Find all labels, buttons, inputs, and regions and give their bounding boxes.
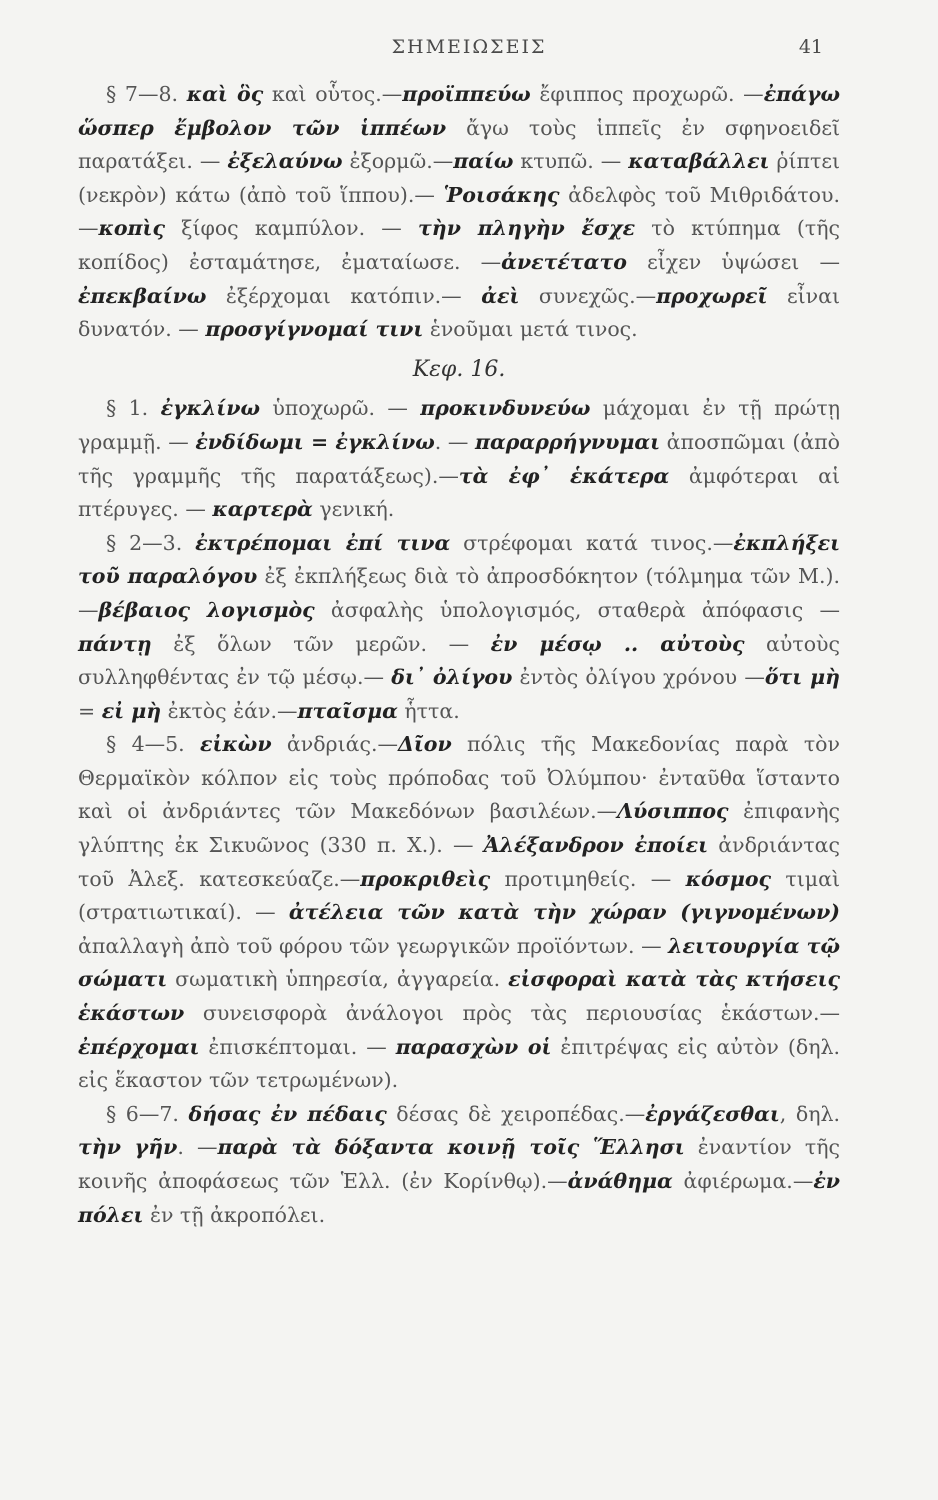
gloss-text: § 4—5.: [106, 732, 201, 757]
page-header: [0, 36, 938, 66]
gloss-text: § 1.: [106, 396, 161, 421]
gloss-text: ἐπιτρέψας εἰς αὐτὸν (δηλ. εἰς ἕκαστον τῶν τετρωμένων).: [78, 1034, 840, 1093]
lemma: εἰσφοραὶ κατὰ τὰς κτήσεις ἑκάστων: [78, 967, 840, 1026]
note-paragraph: [78, 1098, 840, 1232]
lemma: προσγίγνομαί τινι: [205, 317, 424, 342]
gloss-text: ἐπισκέπτομαι. —: [199, 1034, 396, 1059]
lemma: ἀνετέτατο: [501, 249, 627, 274]
gloss-text: δέσας δὲ χειροπέδας.—: [386, 1101, 646, 1126]
chapter-heading: Κεφ. 16.: [412, 356, 506, 382]
lemma: ἐν πόλει: [78, 1169, 841, 1227]
lemma: τὴν πληγὴν ἔσχε: [418, 216, 636, 241]
gloss-text: ἀποσπῶμαι (ἀπὸ τῆς γραμμῆς τῆς παρατάξεως).—: [78, 429, 840, 488]
lemma: εἰκὼν: [200, 732, 272, 757]
gloss-text: ἀνδριάντας τοῦ Ἀλεξ. κατεσκεύαζε.—: [78, 833, 840, 891]
gloss-text: ξίφος καμπύλον. —: [164, 216, 419, 241]
gloss-text: συνεχῶς.—: [519, 283, 657, 308]
gloss-text: ἧττα.: [397, 698, 460, 723]
gloss-text: ἀφιέρωμα.—: [672, 1169, 814, 1193]
lemma: Ῥοισάκης: [443, 182, 560, 207]
lemma: προϊππεύω: [402, 82, 531, 106]
lemma: καταβάλλει: [628, 149, 770, 174]
gloss-text: σωματικὴ ὑπηρεσία, ἀγγαρεία.: [167, 967, 509, 992]
gloss-text: § 7—8.: [106, 82, 187, 106]
gloss-text: ἀνδριάς.—: [271, 732, 398, 757]
gloss-text: § 6—7.: [106, 1101, 189, 1126]
lemma: παρὰ τὰ δόξαντα κοινῇ τοῖς Ἕλλησι: [217, 1135, 685, 1160]
note-paragraph: [78, 78, 840, 347]
lemma: ἐνδίδωμι = ἐγκλίνω: [195, 429, 435, 454]
gloss-text: στρέφομαι κατά τινος.—: [450, 530, 734, 555]
gloss-text: ἀδελφὸς τοῦ Μιθριδάτου. —: [78, 182, 840, 241]
lemma: ἐπέρχομαι: [78, 1034, 200, 1059]
lemma: ἀεὶ: [481, 283, 520, 308]
gloss-text: ἐν τῇ ἀκροπόλει.: [143, 1202, 326, 1227]
lemma: δι᾽ ὀλίγου: [391, 665, 513, 690]
lemma: ἐξελαύνω: [227, 149, 343, 174]
lemma: παραρρήγνυμαι: [475, 429, 661, 454]
gloss-text: ἀμφότεραι αἱ πτέρυγες. —: [78, 463, 840, 522]
gloss-text: προτιμηθείς. —: [490, 866, 686, 891]
gloss-text: ἐξ ὅλων τῶν μερῶν. —: [151, 631, 491, 656]
gloss-text: γενική.: [312, 497, 395, 522]
gloss-text: αὐτοὺς συλληφθέντας ἐν τῷ μέσῳ.—: [78, 631, 840, 690]
lemma: πταῖσμα: [297, 698, 398, 723]
lemma: προχωρεῖ: [656, 283, 768, 308]
gloss-text: ἐπιφανὴς γλύπτης ἐκ Σικυῶνος (330 π. Χ.). —: [78, 799, 841, 858]
gloss-text: τὸ κτύπημα (τῆς κοπίδος) ἐσταμάτησε, ἐματαίωσε. —: [78, 216, 840, 274]
gloss-text: ἀσφαλὴς ὑπολογισμός, σταθερὰ ἀπόφασις —: [314, 597, 840, 622]
lemma: Δῖον: [397, 732, 452, 757]
lemma: δήσας ἐν πέδαις: [188, 1101, 387, 1126]
gloss-text: ἄγω τοὺς ἱππεῖς ἐν σφηνοειδεῖ παρατάξει. —: [78, 115, 840, 174]
gloss-text: ἐντὸς ὀλίγου χρόνου —: [512, 665, 765, 690]
lemma: πάντῃ: [78, 631, 152, 656]
gloss-text: ῥίπτει (νεκρὸν) κάτω (ἀπὸ τοῦ ἵππου).—: [78, 149, 840, 207]
gloss-text: , δηλ.: [779, 1101, 840, 1126]
gloss-text: ἑνοῦμαι μετά τινος.: [423, 317, 638, 342]
lemma: τὰ ἐφ᾽ ἑκάτερα: [458, 463, 670, 488]
lemma: ἐργάζεσθαι: [645, 1101, 780, 1126]
lemma: κόσμος: [685, 866, 771, 891]
note-paragraph: [78, 728, 840, 1098]
note-paragraph: [78, 527, 840, 729]
gloss-text: ἐξέρχομαι κατόπιν.—: [206, 283, 482, 308]
gloss-text: =: [78, 698, 102, 723]
lemma: τὴν γῆν: [78, 1135, 178, 1160]
lemma: λειτουργία τῷ σώματι: [78, 933, 840, 992]
gloss-text: εἶναι δυνατόν. —: [78, 283, 840, 342]
lemma: ὅτι μὴ: [764, 665, 840, 690]
gloss-text: § 2—3.: [106, 530, 196, 555]
lemma: Λύσιππος: [617, 799, 729, 824]
lemma: προκινδυνεύω: [420, 396, 591, 421]
note-paragraph: [78, 392, 840, 526]
gloss-text: . —: [434, 429, 476, 454]
lemma: εἰ μὴ: [101, 698, 162, 723]
gloss-text: ἐναντίον τῆς κοινῆς ἀποφάσεως τῶν Ἑλλ. (ἐν Κορίνθῳ).—: [78, 1135, 840, 1193]
gloss-text: μάχομαι ἐν τῇ πρώτῃ γραμμῇ. —: [78, 396, 841, 454]
lemma: ἀτέλεια τῶν κατὰ τὴν χώραν (γιγνομένων): [288, 900, 840, 925]
lemma: κοπὶς: [98, 216, 165, 241]
lemma: ἀνάθημα: [567, 1169, 673, 1193]
gloss-text: κτυπῶ. —: [513, 149, 629, 174]
gloss-text: ἔφιππος προχωρῶ. —: [530, 82, 764, 106]
gloss-text: συνεισφορὰ ἀνάλογοι πρὸς τὰς περιουσίας ἑκάστων.—: [184, 1001, 840, 1026]
gloss-text: ἐξ ἐκπλήξεως διὰ τὸ ἀπροσδόκητον (τόλμημα τῶν Μ.).—: [78, 564, 840, 622]
gloss-text: καὶ οὗτος.—: [263, 82, 403, 106]
gloss-text: . —: [177, 1135, 218, 1160]
page-number: 41: [798, 36, 823, 58]
lemma: καρτερὰ: [212, 497, 313, 522]
lemma: καὶ ὃς: [186, 82, 264, 106]
gloss-text: ἐκτὸς ἐάν.—: [161, 698, 298, 723]
lemma: βέβαιος λογισμὸς: [98, 597, 315, 622]
running-title: ΣΗΜΕΙΩΣΕΙΣ: [391, 36, 547, 58]
gloss-text: ἀπαλλαγὴ ἀπὸ τοῦ φόρου τῶν γεωργικῶν προϊόντων. —: [78, 933, 669, 958]
lemma: ἐπάγω ὥσπερ ἔμβολον τῶν ἱππέων: [78, 82, 840, 140]
lemma: ἐν μέσῳ .. αὐτοὺς: [490, 631, 745, 656]
lemma: ἐκπλήξει τοῦ παραλόγου: [78, 530, 840, 589]
lemma: ἐκτρέπομαι ἐπί τινα: [195, 530, 451, 555]
gloss-text: τιμαὶ (στρατιωτικαί). —: [78, 866, 840, 925]
notes-body: [78, 78, 840, 1232]
gloss-text: πόλις τῆς Μακεδονίας παρὰ τὸν Θερμαϊκὸν κόλπον εἰς τοὺς πρόποδας τοῦ Ὀλύμπου· ἐνταῦθα ἵσταντο καὶ οἱ ἀνδριάντες τῶν Μακεδόνων βασιλέων.—: [78, 732, 840, 824]
lemma: ἐπεκβαίνω: [78, 283, 207, 308]
gloss-text: εἶχεν ὑψώσει —: [626, 249, 841, 274]
gloss-text: ὑποχωρῶ. —: [259, 396, 421, 421]
lemma: ἐγκλίνω: [160, 396, 260, 421]
lemma: παρασχὼν οἱ: [395, 1034, 552, 1059]
lemma: παίω: [453, 149, 514, 174]
lemma: Ἀλέξανδρον ἐποίει: [483, 833, 709, 858]
gloss-text: ἐξορμῶ.—: [342, 149, 454, 174]
lemma: προκριθεὶς: [360, 866, 491, 891]
